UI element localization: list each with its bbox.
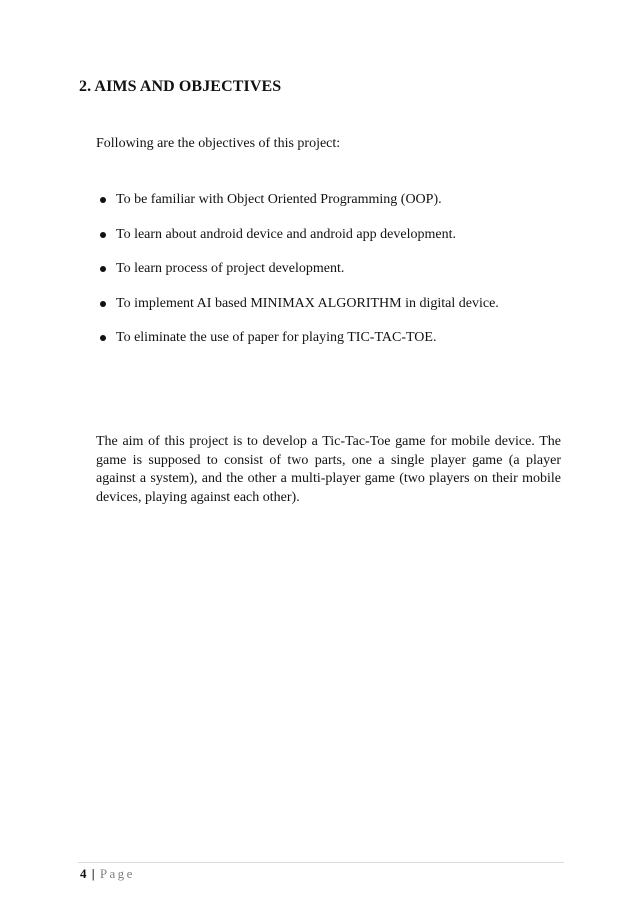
page-footer [80,866,135,882]
bullet-icon [100,197,106,203]
bullet-icon [100,301,106,307]
bullet-icon [100,266,106,272]
section-heading: 2. AIMS AND OBJECTIVES [79,78,282,95]
page-number: 4 [80,866,87,881]
objectives-intro: Following are the objectives of this project: [96,136,341,151]
objective-text: To be familiar with Object Oriented Programming (OOP). [116,192,442,207]
footer-separator: | [91,866,95,881]
objective-text: To learn about android device and android app development. [116,226,456,242]
objective-text: To eliminate the use of paper for playing TIC-TAC-TOE. [116,330,437,345]
bullet-icon [100,335,106,341]
footer-divider [78,862,564,863]
page-label: Page [99,866,135,881]
bullet-icon [100,232,106,238]
aim-paragraph: The aim of this project is to develop a Tic-Tac-Toe game for mobile device. The game is supposed to consist of two parts, one a single player game (a player against a system), and the other a multi-player game (two players on their mobile devices, playing against each other). [96,434,561,505]
objective-text: To implement AI based MINIMAX ALGORITHM in digital device. [116,295,499,311]
objective-text: To learn process of project development. [116,261,345,276]
